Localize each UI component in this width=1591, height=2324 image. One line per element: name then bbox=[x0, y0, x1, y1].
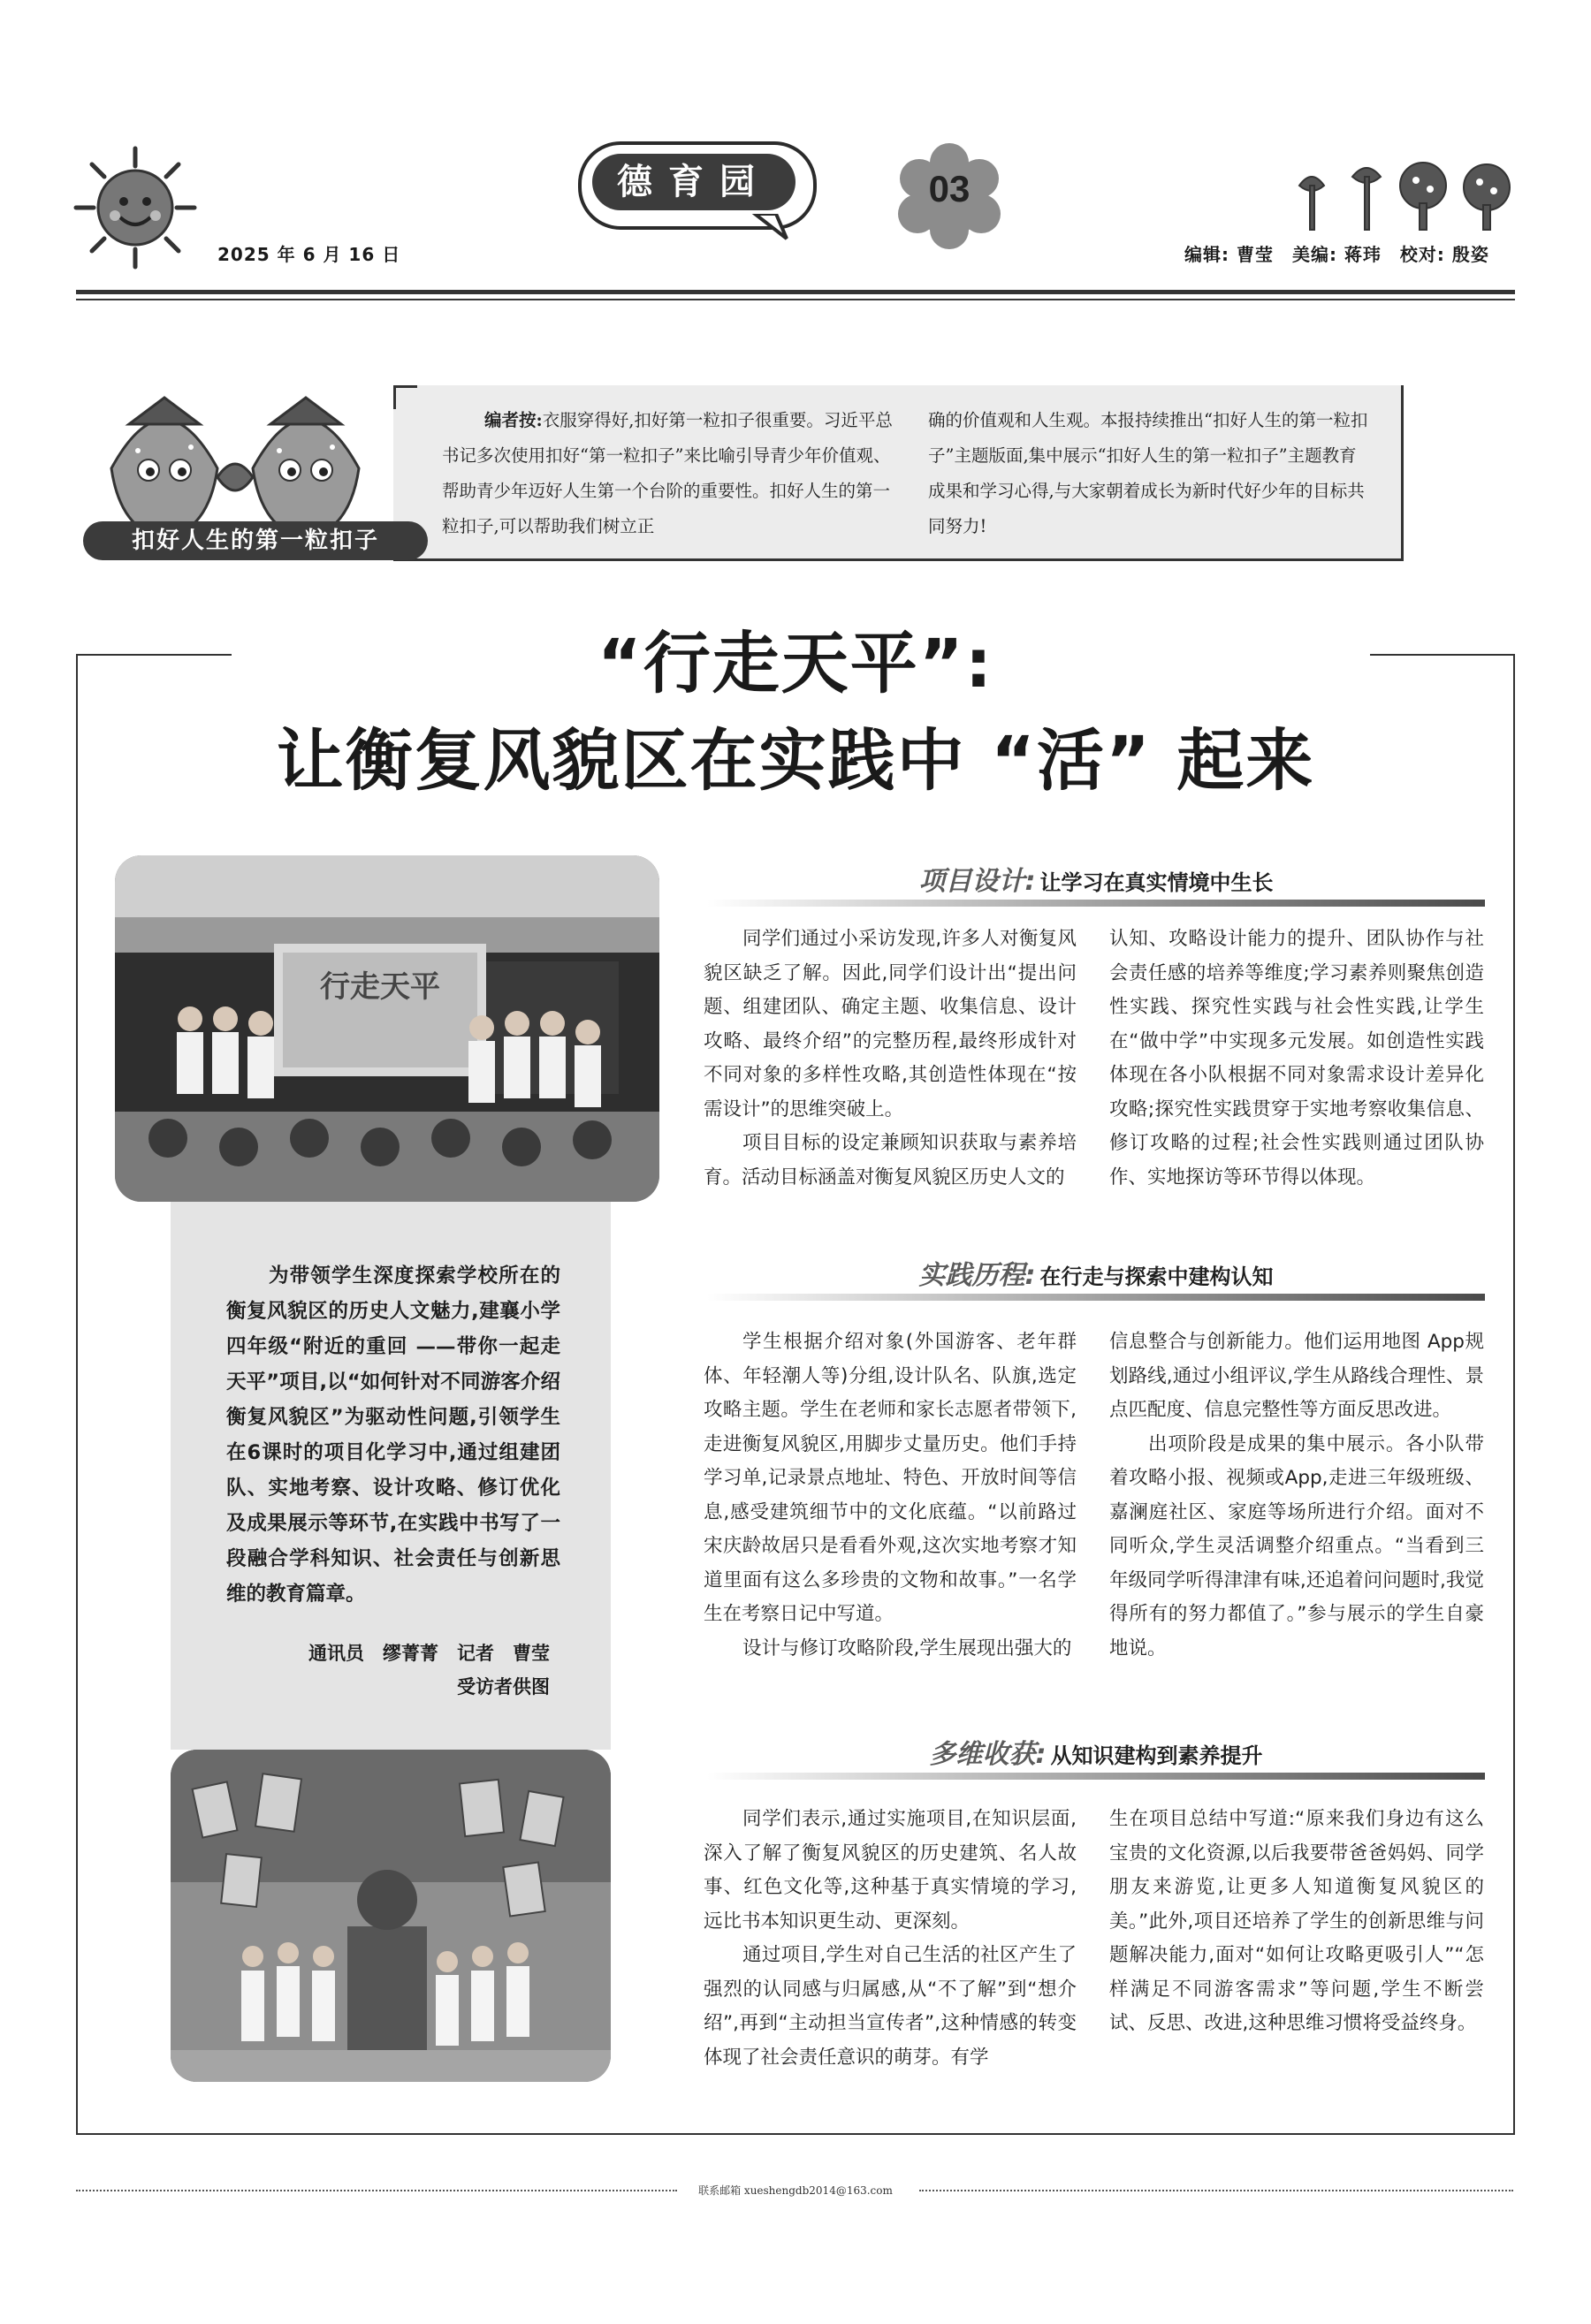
trees-illustration bbox=[1290, 150, 1520, 239]
paragraph: 学生根据介绍对象(外国游客、老年群体、年轻潮人等)分组,设计队名、队旗,选定攻略主题。学生在老师和家长志愿者带领下,走进衡复风貌区,用脚步丈量历史。他们手持学习单,记录景点地址、特色、开放时间等信息,感受建筑细节中的文化底蕴。“以前路过宋庆龄故居只是看看外观,这次实地考察才知道里面有这么多珍贵的文物和故事。”一名学生在考察日记中写道。 bbox=[704, 1331, 1077, 1625]
paragraph: 通过项目,学生对自己生活的社区产生了强烈的认同感与归属感,从“不了解”到“想介绍”,再到“主动担当宣传者”,这种情感的转变体现了社会责任意识的萌芽。有学 bbox=[704, 1944, 1077, 2069]
section-heading-design bbox=[707, 859, 1485, 908]
paragraph: 生在项目总结中写道:“原来我们身边有这么宝贵的文化资源,以后我要带爸爸妈妈、同学朋友来游览,让更多人知道衡复风貌区的美。”此外,项目还培养了学生的创新思维与问题解决能力,面对“如何让攻略更吸引人”“怎样满足不同游客需求”等问题,学生不断尝试、反思、改进,这种思维习惯将受益终身。 bbox=[1109, 1808, 1484, 2034]
paragraph: 项目目标的设定兼顾知识获取与素养培育。活动目标涵盖对衡复风貌区历史人文的 bbox=[704, 1132, 1077, 1189]
editor-note-lead: 编者按: bbox=[484, 410, 543, 430]
paragraph: 同学们表示,通过实施项目,在知识层面,深入了解了衡复风貌区的历史建筑、名人故事、红色文化等,这种基于真实情境的学习,远比书本知识更生动、更深刻。 bbox=[704, 1808, 1077, 1933]
slide-title: 行走天平 bbox=[320, 969, 440, 1005]
article-title-line1: “行走天平”: bbox=[597, 624, 994, 703]
editor-note-col2: 确的价值观和人生观。本报持续推出“扣好人生的第一粒扣子”主题版面,集中展示“扣好人生的第一粒扣子”主题教育成果和学习心得,与大家朝着成长为新时代好少年的目标共同努力! bbox=[928, 410, 1368, 536]
section-title-badge bbox=[566, 133, 831, 239]
byline bbox=[226, 1637, 550, 1704]
section3-col2 bbox=[1109, 1803, 1484, 2041]
editor-credits: 编辑: 曹莹 美编: 蒋玮 校对: 殷姿 bbox=[1184, 244, 1489, 265]
sun-illustration bbox=[69, 141, 202, 274]
issue-date: 2025 年 6 月 16 日 bbox=[217, 244, 401, 265]
paragraph: 出项阶段是成果的集中展示。各小队带着攻略小报、视频或App,走进三年级班级、嘉澜庭社区、家庭等场所进行介绍。面对不同听众,学生灵活调整介绍重点。“当看到三年级同学听得津津有味,还追着问问题时,我觉得所有的努力都值了。”参与展示的学生自豪地说。 bbox=[1109, 1432, 1484, 1659]
editor-note-text1: 衣服穿得好,扣好第一粒扣子很重要。习近平总书记多次使用扣好“第一粒扣子”来比喻引导青少年价值观、帮助青少年迈好人生第一个台阶的重要性。扣好人生的第一粒扣子,可以帮助我们树立正 bbox=[442, 410, 893, 536]
section-subheading: 从知识建构到素养提升 bbox=[1050, 1743, 1263, 1768]
section-heading-practice bbox=[707, 1253, 1485, 1303]
article-intro: 为带领学生深度探索学校所在的衡复风貌区的历史人文魅力,建襄小学四年级“附近的重回 ——带你一起走天平”项目,以“如何针对不同游客介绍衡复风貌区”为驱动性问题,引领学生在6课时的项目化学习中,通过组建团队、实地考察、设计攻略、修订优化及成果展示等环节,在实践中书写了一段融合学科知识、社会责任与创新思维的教育篇章。 bbox=[226, 1265, 560, 1606]
section-name: 德育园 bbox=[592, 154, 796, 210]
paragraph: 认知、攻略设计能力的提升、团队协作与社会责任感的培养等维度;学习素养则聚焦创造性实践、探究性实践与社会性实践,让学生在“做中学”中实现多元发展。如创造性实践体现在各小队根据不同对象需求设计差异化攻略;探究性实践贯穿于实地考察收集信息、修订攻略的过程;社会性实践则通过团队协作、实地探访等环节得以体现。 bbox=[1109, 928, 1484, 1189]
header-rule-thin bbox=[76, 299, 1515, 300]
section1-col2 bbox=[1109, 923, 1484, 1195]
paragraph: 设计与修订攻略阶段,学生展现出强大的 bbox=[742, 1637, 1072, 1659]
section-heading-outcomes bbox=[707, 1732, 1485, 1781]
section2-col1 bbox=[704, 1325, 1077, 1666]
classroom-photo bbox=[115, 855, 659, 1202]
section-subheading: 让学习在真实情境中生长 bbox=[1039, 870, 1274, 895]
section-subheading: 在行走与探索中建构认知 bbox=[1039, 1265, 1274, 1289]
section3-col1 bbox=[704, 1803, 1077, 2075]
paragraph: 信息整合与创新能力。他们运用地图 App规划路线,通过小组评议,学生从路线合理性、景点匹配度、信息完整性等方面反思改进。 bbox=[1109, 1331, 1484, 1421]
byline-reporters: 通讯员 缪菁菁 记者 曹莹 bbox=[308, 1643, 550, 1664]
column-label: 扣好人生的第一粒扣子 bbox=[83, 521, 428, 560]
paragraph: 同学们通过小采访发现,许多人对衡复风貌区缺乏了解。因此,同学们设计出“提出问题、组建团队、确定主题、收集信息、设计攻略、最终介绍”的完整历程,最终形成针对不同对象的多样性攻略,其创造性体现在“按需设计”的思维突破上。 bbox=[704, 928, 1077, 1120]
photo-credit: 受访者供图 bbox=[457, 1676, 550, 1697]
section1-col1 bbox=[704, 923, 1077, 1195]
section-heading: 项目设计: bbox=[918, 866, 1036, 897]
header-rule bbox=[76, 290, 1515, 294]
section2-col2 bbox=[1109, 1325, 1484, 1666]
section-heading: 实践历程: bbox=[918, 1260, 1036, 1291]
contact-email: 联系邮箱 xueshengdb2014@163.com bbox=[698, 2184, 893, 2197]
exhibition-photo bbox=[171, 1750, 611, 2082]
editor-note-col1 bbox=[442, 403, 902, 544]
section-heading: 多维收获: bbox=[929, 1739, 1047, 1770]
page-number-badge bbox=[893, 143, 1006, 249]
article-title-line2: 让衡复风貌区在实践中 “活” 起来 bbox=[276, 721, 1315, 800]
page-number: 03 bbox=[928, 168, 971, 209]
